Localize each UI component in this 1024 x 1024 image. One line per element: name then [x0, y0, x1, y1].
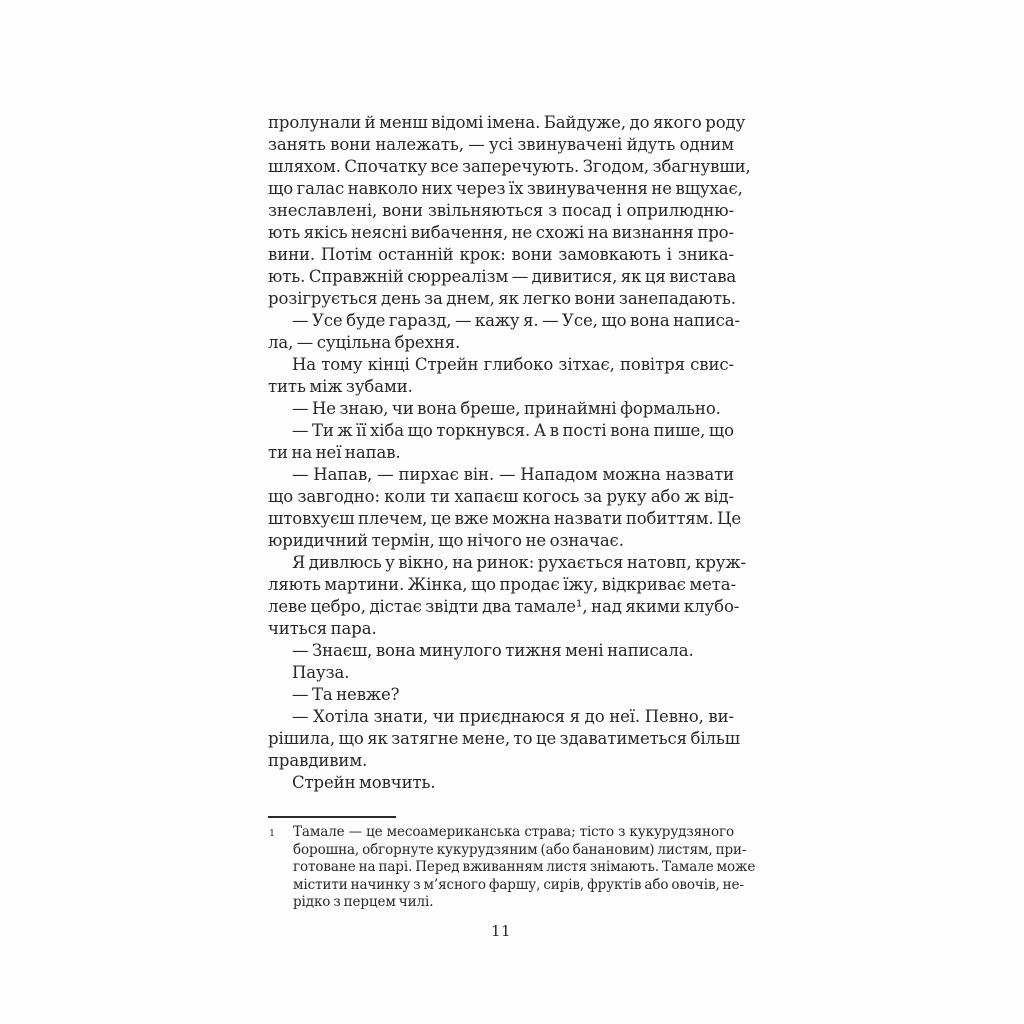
- text-line: ла, — суцільна брехня.: [268, 333, 461, 352]
- text-line: — Не знаю, чи вона бреше, принаймні формально.: [292, 399, 721, 418]
- text-line: ляють мартини. Жінка, що продає їжу, відкриває мета-: [268, 575, 737, 594]
- text-line: вини. Потім останній крок: вони замовкають і зника-: [268, 245, 734, 264]
- paragraph: [268, 464, 742, 552]
- text-line: Пауза.: [292, 663, 350, 682]
- paragraph: [268, 684, 734, 706]
- paragraph: [268, 772, 734, 794]
- text-line: штовхуєш плечем, це вже можна назвати побиттям. Це: [268, 509, 742, 528]
- text-line: шляхом. Спочатку все заперечують. Згодом, збагнувши,: [268, 157, 751, 176]
- text-line: — Напав, — пирхає він. — Нападом можна назвати: [292, 465, 734, 484]
- text-line: Я дивлюсь у вікно, на ринок: рухається натовп, круж-: [292, 553, 746, 572]
- body-text: [268, 112, 751, 794]
- footnote-text: [293, 824, 756, 912]
- paragraph: [268, 706, 741, 772]
- text-line: ють якісь неясні вибачення, не схожі на визнання про-: [268, 223, 734, 242]
- text-line: юридичний термін, що нічого не означає.: [268, 531, 624, 550]
- text-line: тить між зубами.: [268, 377, 413, 396]
- paragraph: [268, 398, 734, 420]
- footnote-separator-rule: [268, 816, 396, 818]
- text-line: — Знаєш, вона минулого тижня мені написала.: [292, 641, 694, 660]
- paragraph: [268, 662, 734, 684]
- text-line: ти на неї напав.: [268, 443, 401, 462]
- paragraph: [268, 420, 734, 464]
- paragraph: [268, 354, 734, 398]
- text-line: рішила, що як затягне мене, то це здаватиметься більш: [268, 729, 741, 748]
- footnote: [268, 824, 756, 912]
- text-line: На тому кінці Стрейн глибоко зітхає, повітря свис-: [292, 355, 734, 374]
- text-line: що галас навколо них через їх звинувачення не вщухає,: [268, 179, 743, 198]
- footnote-line: борошна, обгорнуте кукурудзяним (або банановим) листям, при-: [293, 841, 747, 858]
- footnote-line: готоване на парі. Перед вживанням листя знімають. Тамале може: [293, 859, 756, 876]
- text-line: читься пара.: [268, 619, 377, 638]
- text-line: правдивим.: [268, 751, 368, 770]
- text-line: — Та невже?: [292, 685, 400, 704]
- text-line: занять вони належать, — усі звинувачені йдуть одним: [268, 135, 734, 154]
- paragraph: [268, 552, 746, 640]
- footnote-line: Тамале — це месоамериканська страва; тісто з кукурудзяного: [293, 824, 734, 840]
- footnote-line: містити начинку з м’ясного фаршу, сирів, фруктів або овочів, не-: [293, 876, 744, 893]
- text-line: Стрейн мовчить.: [292, 773, 436, 792]
- text-line: — Хотіла знати, чи приєднаюся я до неї. Певно, ви-: [292, 707, 734, 726]
- paragraph: [268, 640, 734, 662]
- footnote-line: рідко з перцем чилі.: [293, 894, 434, 911]
- page-number: 11: [490, 922, 512, 940]
- text-line: ють. Справжній сюрреалізм — дивитися, як ця вистава: [268, 267, 737, 286]
- text-line: знеславлені, вони звільняються з посад і оприлюдню-: [268, 201, 734, 220]
- text-line: пролунали й менш відомі імена. Байдуже, до якого роду: [268, 113, 746, 132]
- text-line: розігрується день за днем, як легко вони занепадають.: [268, 289, 736, 308]
- text-line: — Усе буде гаразд, — кажу я. — Усе, що вона написа-: [292, 311, 740, 330]
- paragraph: [268, 112, 751, 310]
- footnote-marker: 1: [269, 828, 275, 839]
- paragraph: [268, 310, 740, 354]
- text-line: леве цебро, дістає звідти два тамале¹, над якими клубо-: [268, 597, 740, 616]
- text-line: — Ти ж її хіба що торкнувся. А в пості вона пише, що: [292, 421, 734, 440]
- text-line: що завгодно: коли ти хапаєш когось за руку або ж від-: [268, 487, 734, 506]
